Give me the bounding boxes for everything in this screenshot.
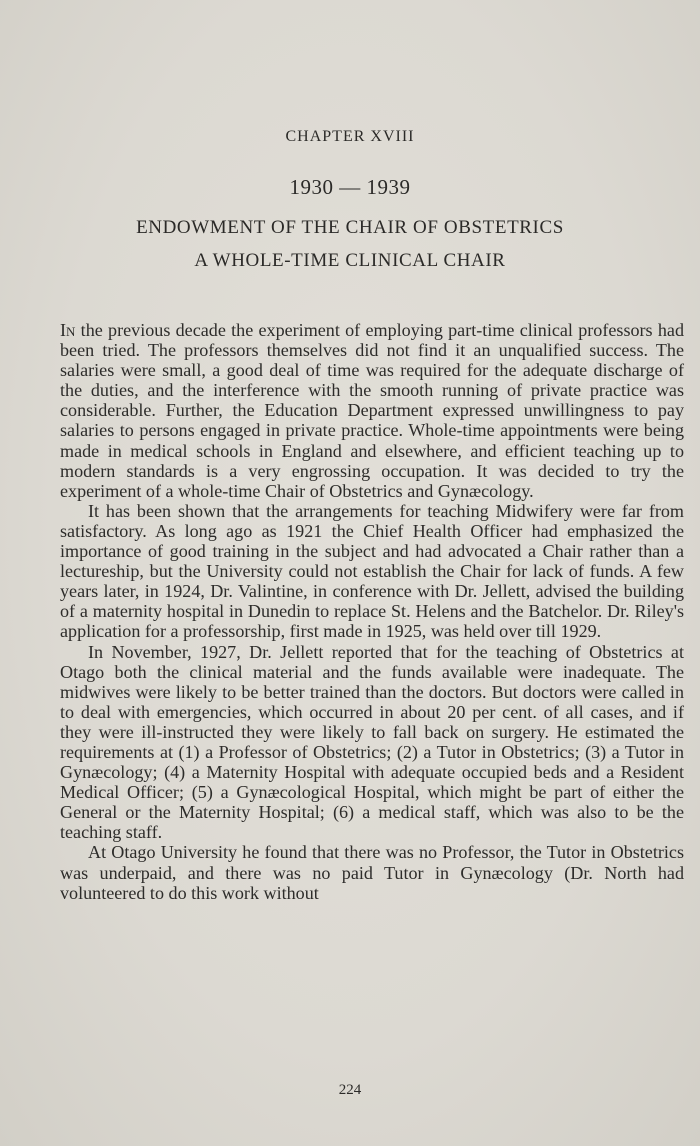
paragraph-1-text: the previous decade the experiment of employing part-time clinical professors had been tried. The professors themselves did not find it an unqualified success. The salaries were small, a good deal of time was required for the adequate discharge of the duties, and the interference with the smooth running of private practice was considerable. Further, the Education Department expressed unwillingness to pay salaries to persons engaged in private practice. Whole-time appointments were being made in medical schools in England and elsewhere, and efficient teaching up to modern standards is a very engrossing occupation. It was decided to try the experiment of a whole-time Chair of Obstetrics and Gynæcology. [60, 320, 684, 501]
paragraph-4: At Otago University he found that there was no Professor, the Tutor in Obstetrics was underpaid, and there was no paid Tutor in Gynæcology (Dr. North had volunteered to do this work without [60, 842, 684, 903]
page-number: 224 [338, 1082, 362, 1098]
paragraph-2: It has been shown that the arrangements for teaching Midwifery were far from satisfactory. As long ago as 1921 the Chief Health Officer had emphasized the importance of good training in the subject and had advocated a Chair rather than a lectureship, but the University could not establish the Chair for lack of funds. A few years later, in 1924, Dr. Valintine, in conference with Dr. Jellett, advised the building of a maternity hospital in Dunedin to replace St. Helens and the Batchelor. Dr. Riley's application for a professorship, first made in 1925, was held over till 1929. [60, 500, 684, 642]
chapter-title-line-2: A WHOLE-TIME CLINICAL CHAIR [194, 250, 506, 271]
chapter-years: 1930 — 1939 [289, 175, 411, 199]
chapter-title-line-1: ENDOWMENT OF THE CHAIR OF OBSTETRICS [136, 217, 564, 238]
paragraph-3: In November, 1927, Dr. Jellett reported that for the teaching of Obstetrics at Otago both the clinical material and the funds available were inadequate. The midwives were likely to be better trained than the doctors. But doctors were called in to deal with emergencies, which occurred in about 20 per cent. of all cases, and if they were ill-instructed they were likely to fall back on surgery. He estimated the requirements at (1) a Professor of Obstetrics; (2) a Tutor in Obstetrics; (3) a Tutor in Gynæcology; (4) a Maternity Hospital with adequate occupied beds and a Resident Medical Officer; (5) a Gynæcological Hospital, which might be part of either the General or the Maternity Hospital; (6) a medical staff, which was also to be the teaching staff. [60, 641, 684, 843]
paragraph-1-lead: In [60, 320, 76, 340]
chapter-heading: CHAPTER XVIII [285, 128, 415, 145]
paragraph-1 [60, 320, 684, 501]
chapter-body [60, 320, 684, 903]
